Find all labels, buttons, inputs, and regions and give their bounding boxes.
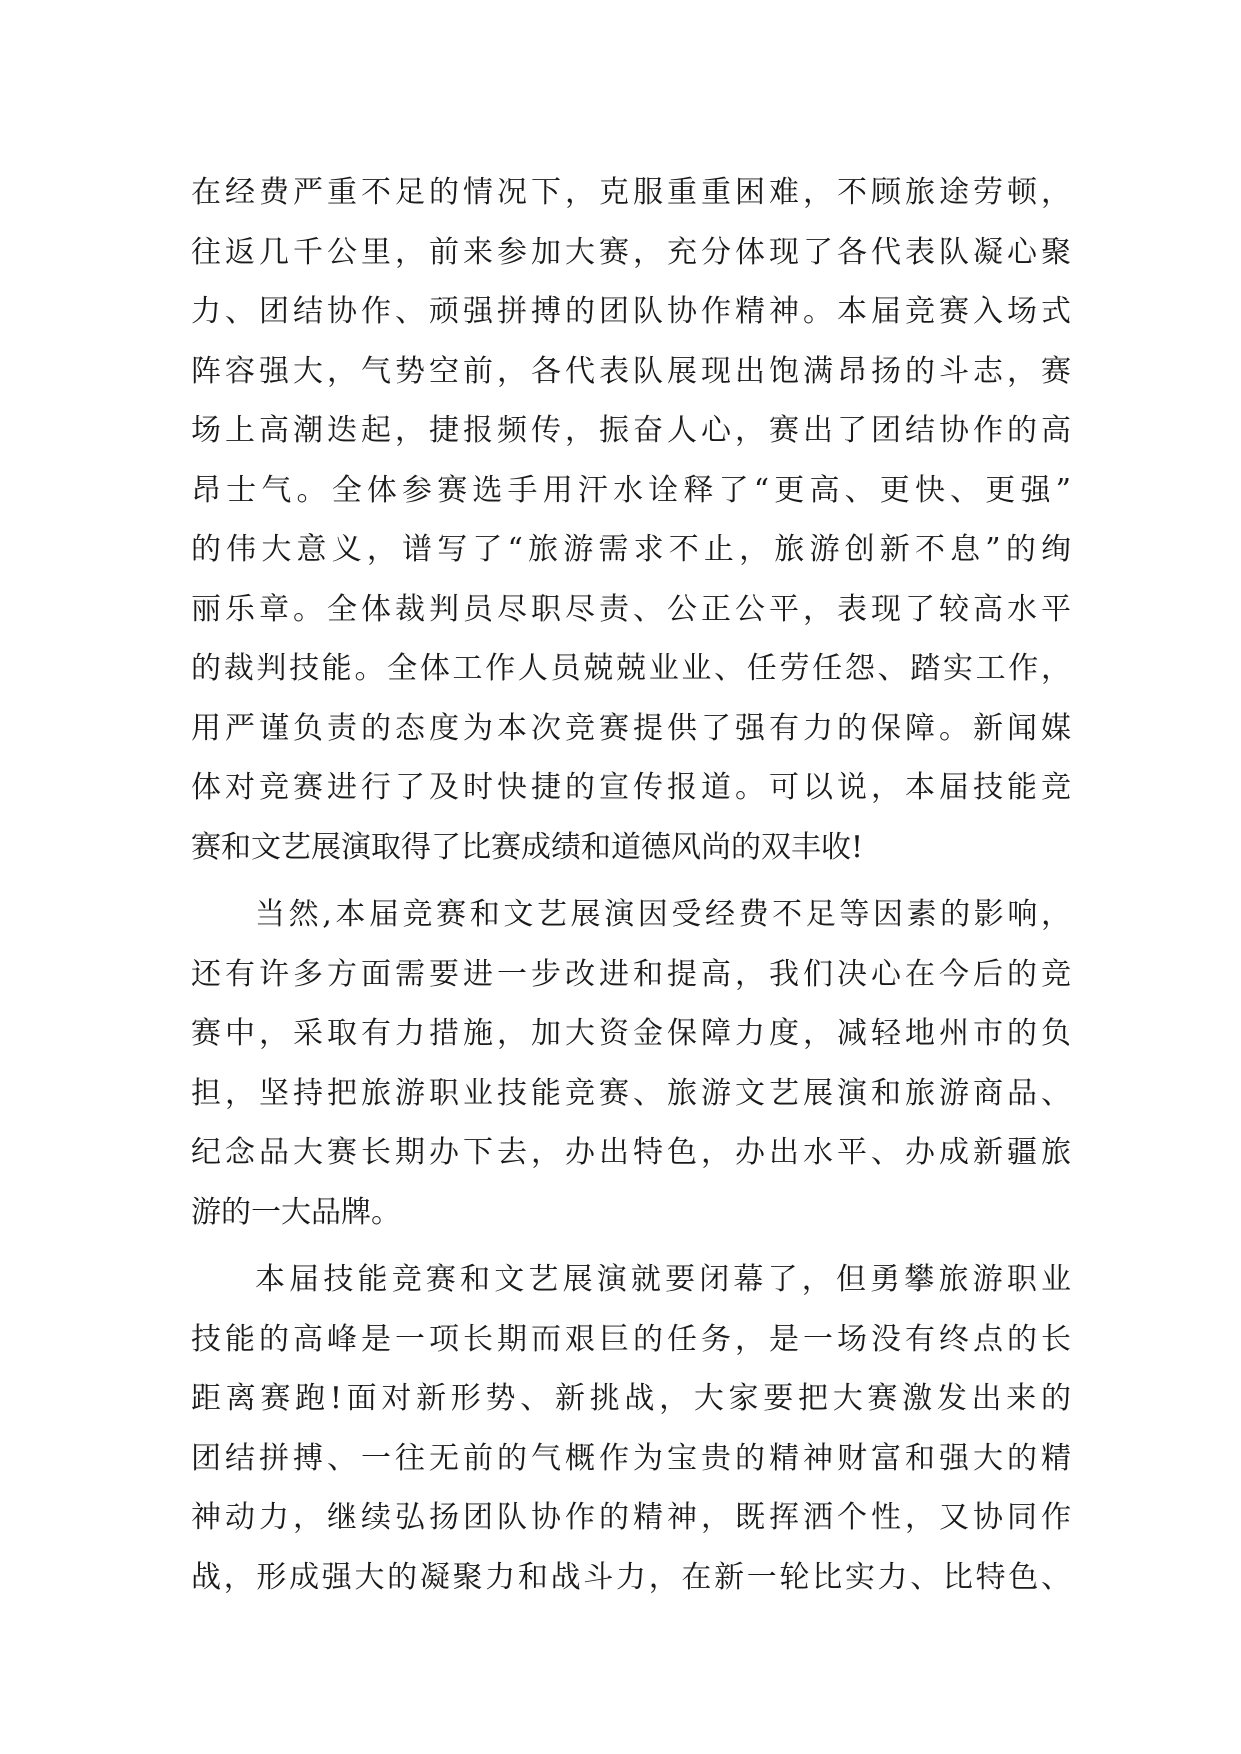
- text-line: 距离赛跑!面对新形势、新挑战，大家要把大赛激发出来的: [191, 1381, 1071, 1416]
- text-line: 用严谨负责的态度为本次竞赛提供了强有力的保障。新闻媒: [191, 710, 1071, 746]
- text-line: 技能的高峰是一项长期而艰巨的任务，是一场没有终点的长: [191, 1321, 1071, 1357]
- text-line: 游的一大品牌。: [191, 1194, 401, 1230]
- text-line: 力、团结协作、顽强拼搏的团队协作精神。本届竞赛入场式: [191, 294, 1071, 329]
- text-line: 团结拼搏、一往无前的气概作为宝贵的精神财富和强大的精: [191, 1440, 1071, 1476]
- text-line: 当然,本届竞赛和文艺展演因受经费不足等因素的影响，: [255, 897, 1071, 932]
- text-line: 还有许多方面需要进一步改进和提高，我们决心在今后的竞: [191, 956, 1071, 992]
- text-line: 阵容强大，气势空前，各代表队展现出饱满昂扬的斗志，赛: [191, 353, 1071, 389]
- paragraph-3: [191, 1250, 1071, 1607]
- text-line: 本届技能竞赛和文艺展演就要闭幕了，但勇攀旅游职业: [255, 1262, 1071, 1297]
- document-body: [191, 163, 1071, 1607]
- text-line: 体对竞赛进行了及时快捷的宣传报道。可以说，本届技能竞: [191, 770, 1071, 805]
- text-line: 的伟大意义，谱写了“旅游需求不止，旅游创新不息”的绚: [191, 532, 1071, 567]
- text-line: 场上高潮迭起，捷报频传，振奋人心，赛出了团结协作的高: [191, 413, 1071, 448]
- text-line: 神动力，继续弘扬团队协作的精神，既挥洒个性，又协同作: [191, 1500, 1071, 1535]
- text-line: 担，坚持把旅游职业技能竞赛、旅游文艺展演和旅游商品、: [191, 1075, 1071, 1111]
- text-line: 的裁判技能。全体工作人员兢兢业业、任劳任怨、踏实工作，: [191, 651, 1071, 686]
- text-line: 赛中，采取有力措施，加大资金保障力度，减轻地州市的负: [191, 1016, 1071, 1051]
- text-line: 往返几千公里，前来参加大赛，充分体现了各代表队凝心聚: [191, 234, 1071, 270]
- text-line: 赛和文艺展演取得了比赛成绩和道德风尚的双丰收!: [191, 829, 864, 865]
- text-line: 战，形成强大的凝聚力和战斗力，在新一轮比实力、比特色、: [191, 1559, 1071, 1595]
- paragraph-2: [191, 885, 1071, 1242]
- text-line: 昂士气。全体参赛选手用汗水诠释了“更高、更快、更强”: [191, 472, 1071, 508]
- text-line: 纪念品大赛长期办下去，办出特色，办出水平、办成新疆旅: [191, 1135, 1071, 1170]
- text-line: 在经费严重不足的情况下，克服重重困难，不顾旅途劳顿，: [191, 175, 1071, 210]
- text-line: 丽乐章。全体裁判员尽职尽责、公正公平，表现了较高水平: [191, 591, 1071, 627]
- paragraph-1: [191, 163, 1071, 877]
